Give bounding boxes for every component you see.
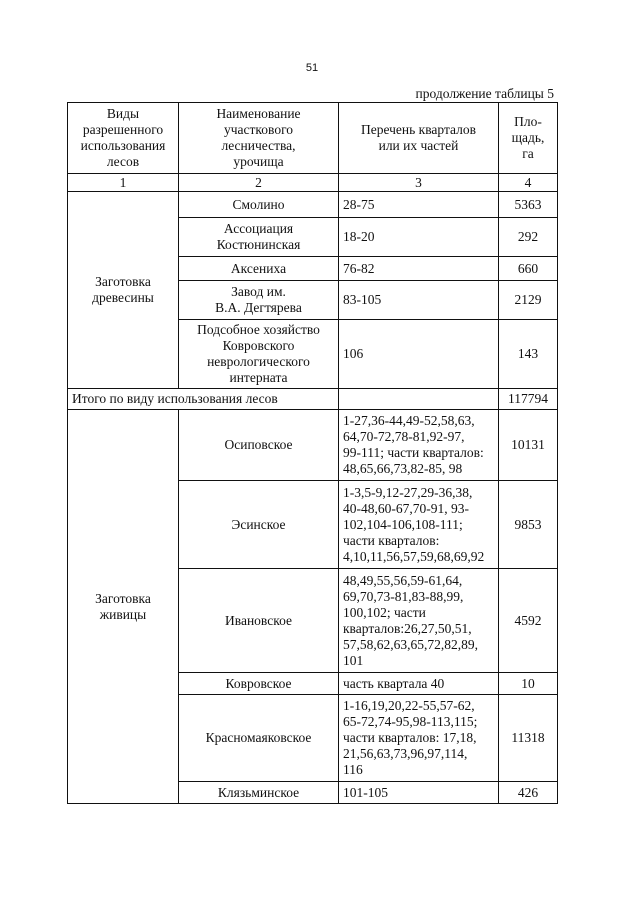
area-cell: 5363 <box>499 192 558 218</box>
area-cell: 9853 <box>499 481 558 569</box>
total-area: 117794 <box>499 389 558 410</box>
area-cell: 426 <box>499 782 558 804</box>
forestry-name-cell: Аксениха <box>179 257 339 281</box>
column-number: 2 <box>179 174 339 192</box>
quarters-cell: 1-16,19,20,22-55,57-62, 65-72,74-95,98-113,115; части кварталов: 17,18, 21,56,63,73,96,97,114, 116 <box>339 695 499 782</box>
quarters-cell: 106 <box>339 320 499 389</box>
forest-use-table <box>67 102 558 804</box>
area-cell: 2129 <box>499 281 558 320</box>
table-row <box>68 192 558 218</box>
quarters-cell: 18-20 <box>339 218 499 257</box>
area-cell: 11318 <box>499 695 558 782</box>
forestry-name-cell: Ивановское <box>179 569 339 673</box>
quarters-cell: 1-3,5-9,12-27,29-36,38, 40-48,60-67,70-91, 93- 102,104-106,108-111; части кварталов: 4,10,11,56,57,59,68,69,92 <box>339 481 499 569</box>
quarters-cell: 1-27,36-44,49-52,58,63, 64,70-72,78-81,92-97, 99-111; части кварталов: 48,65,66,73,82-85, 98 <box>339 410 499 481</box>
table-header-row <box>68 103 558 174</box>
forestry-name-cell: Подсобное хозяйство Ковровского неврологического интерната <box>179 320 339 389</box>
quarters-cell: 48,49,55,56,59-61,64, 69,70,73-81,83-88,99, 100,102; части кварталов:26,27,50,51, 57,58,62,63,65,72,82,89, 101 <box>339 569 499 673</box>
forestry-name-cell: Осиповское <box>179 410 339 481</box>
area-cell: 143 <box>499 320 558 389</box>
forestry-name-cell: Клязьминское <box>179 782 339 804</box>
header-forestry-name: Наименование участкового лесничества, урочища <box>179 103 339 174</box>
use-type-cell: Заготовка древесины <box>68 192 179 389</box>
header-quarters-list: Перечень кварталов или их частей <box>339 103 499 174</box>
forestry-name-cell: Смолино <box>179 192 339 218</box>
column-number: 3 <box>339 174 499 192</box>
total-label: Итого по виду использования лесов <box>68 389 339 410</box>
header-use-type: Виды разрешенного использования лесов <box>68 103 179 174</box>
page-number: 51 <box>305 62 319 74</box>
forestry-name-cell: Красномаяковское <box>179 695 339 782</box>
table-row <box>68 410 558 481</box>
area-cell: 292 <box>499 218 558 257</box>
quarters-cell: 83-105 <box>339 281 499 320</box>
table-continuation-note: продолжение таблицы 5 <box>415 86 554 101</box>
quarters-cell: 28-75 <box>339 192 499 218</box>
area-cell: 10131 <box>499 410 558 481</box>
area-cell: 660 <box>499 257 558 281</box>
forestry-name-cell: Ковровское <box>179 673 339 695</box>
quarters-cell: часть квартала 40 <box>339 673 499 695</box>
area-cell: 4592 <box>499 569 558 673</box>
area-cell: 10 <box>499 673 558 695</box>
column-number: 1 <box>68 174 179 192</box>
forestry-name-cell: Эсинское <box>179 481 339 569</box>
forestry-name-cell: Завод им. В.А. Дегтярева <box>179 281 339 320</box>
column-number-row <box>68 174 558 192</box>
quarters-cell: 101-105 <box>339 782 499 804</box>
use-type-cell: Заготовка живицы <box>68 410 179 804</box>
total-empty-cell <box>339 389 499 410</box>
column-number: 4 <box>499 174 558 192</box>
quarters-cell: 76-82 <box>339 257 499 281</box>
total-row <box>68 389 558 410</box>
header-area: Пло- щадь, га <box>499 103 558 174</box>
forestry-name-cell: Ассоциация Костюнинская <box>179 218 339 257</box>
